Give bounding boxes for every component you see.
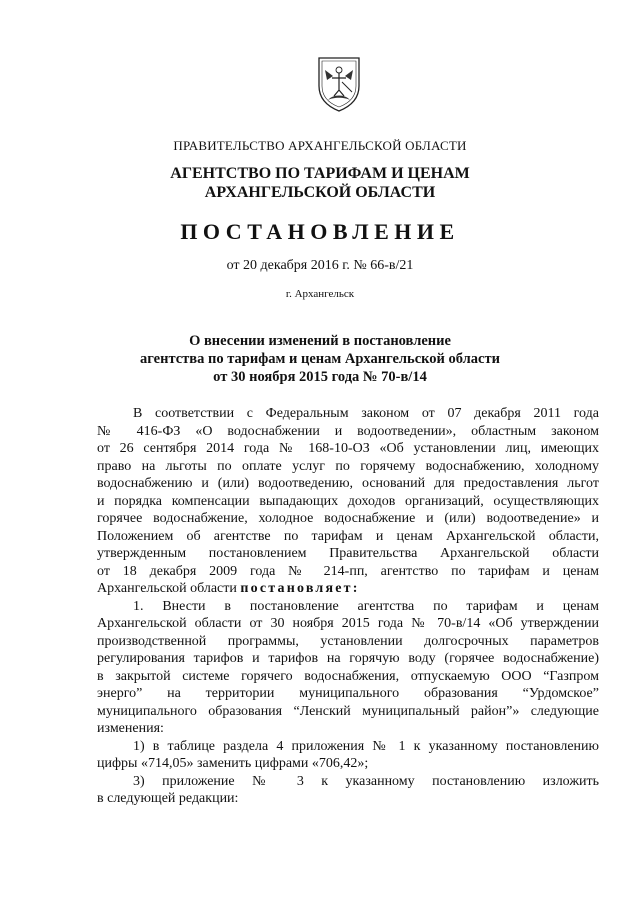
text-line: в закрытой системе горячего водоснабжения, отпускаемую ООО “Газпром (97, 668, 599, 684)
text-line: Архангельской области от 30 ноября 2015 года № 70-в/14 «Об утверждении (97, 616, 599, 631)
text-line: 1) в таблице раздела 4 приложения № 1 к указанному постановлению (133, 738, 599, 754)
text-line: в следующей редакции: (97, 791, 239, 806)
government-name: ПРАВИТЕЛЬСТВО АРХАНГЕЛЬСКОЙ ОБЛАСТИ (173, 138, 467, 153)
agency-name (0, 164, 640, 202)
paragraph-subitem-1 (97, 738, 599, 773)
text-line: энерго” на территории муниципального образования “Урдомское” (97, 686, 599, 701)
text-line: регулирования тарифов и тарифов на горячую воду (горячее водоснабжение) (97, 651, 599, 666)
text-line: право на льготы по оплате услуг по горячему водоснабжению, холодному (97, 458, 599, 474)
text-line: горячее водоснабжение, холодное водоснабжение и (или) водоотведение» и (97, 511, 599, 526)
subject-line: агентства по тарифам и ценам Архангельской области (140, 351, 500, 367)
paragraph-preamble (97, 405, 599, 598)
document-type: ПОСТАНОВЛЕНИЕ (180, 219, 460, 244)
city: г. Архангельск (285, 288, 355, 300)
text-line: Положением об агентстве по тарифам и ценам Архангельской области, (97, 528, 599, 544)
text-line: от 18 декабря 2009 года № 214-пп, агентство по тарифам и ценам (97, 563, 599, 579)
text-line: производственной программы, установлении долгосрочных параметров (97, 633, 599, 649)
text-line: 3) приложение № 3 к указанному постановлению изложить (133, 773, 599, 789)
paragraph-item-1 (97, 598, 599, 738)
text-line: цифры «714,05» заменить цифрами «706,42»; (97, 756, 369, 771)
agency-name-line-2: АРХАНГЕЛЬСКОЙ ОБЛАСТИ (204, 184, 436, 201)
text-line: В соответствии с Федеральным законом от 07 декабря 2011 года (133, 406, 599, 421)
text-line: 1. Внести в постановление агентства по тарифам и ценам (133, 598, 599, 614)
coat-of-arms-emblem (316, 56, 362, 112)
document-subject (0, 332, 640, 386)
text-line: утвержденным постановлением Правительства Архангельской области (97, 546, 599, 561)
paragraph-subitem-3 (97, 773, 599, 808)
text-line (97, 580, 599, 598)
text-line: № 416-ФЗ «О водоснабжении и водоотведении», областным законом (97, 423, 599, 439)
subject-line: О внесении изменений в постановление (189, 333, 451, 349)
text-line: изменения: (97, 721, 164, 736)
text-fragment: Архангельской области (97, 581, 241, 596)
text-line: муниципального образования “Ленский муниципальный район”» следующие (97, 703, 599, 719)
agency-name-line-1: АГЕНТСТВО ПО ТАРИФАМ И ЦЕНАМ (170, 165, 470, 182)
date-and-number: от 20 декабря 2016 г. № 66-в/21 (226, 258, 414, 273)
text-line: и порядка компенсации выпадающих доходов организаций, осуществляющих (97, 493, 599, 509)
text-line: водоснабжению и (или) водоотведению, оснований для предоставления льгот (97, 476, 599, 491)
text-line: от 26 сентября 2014 года № 168-10-ОЗ «Об установлении лиц, имеющих (97, 441, 599, 456)
document-body (97, 405, 599, 808)
subject-line: от 30 ноября 2015 года № 70-в/14 (213, 369, 427, 385)
resolves-word: постановляет: (240, 581, 360, 596)
